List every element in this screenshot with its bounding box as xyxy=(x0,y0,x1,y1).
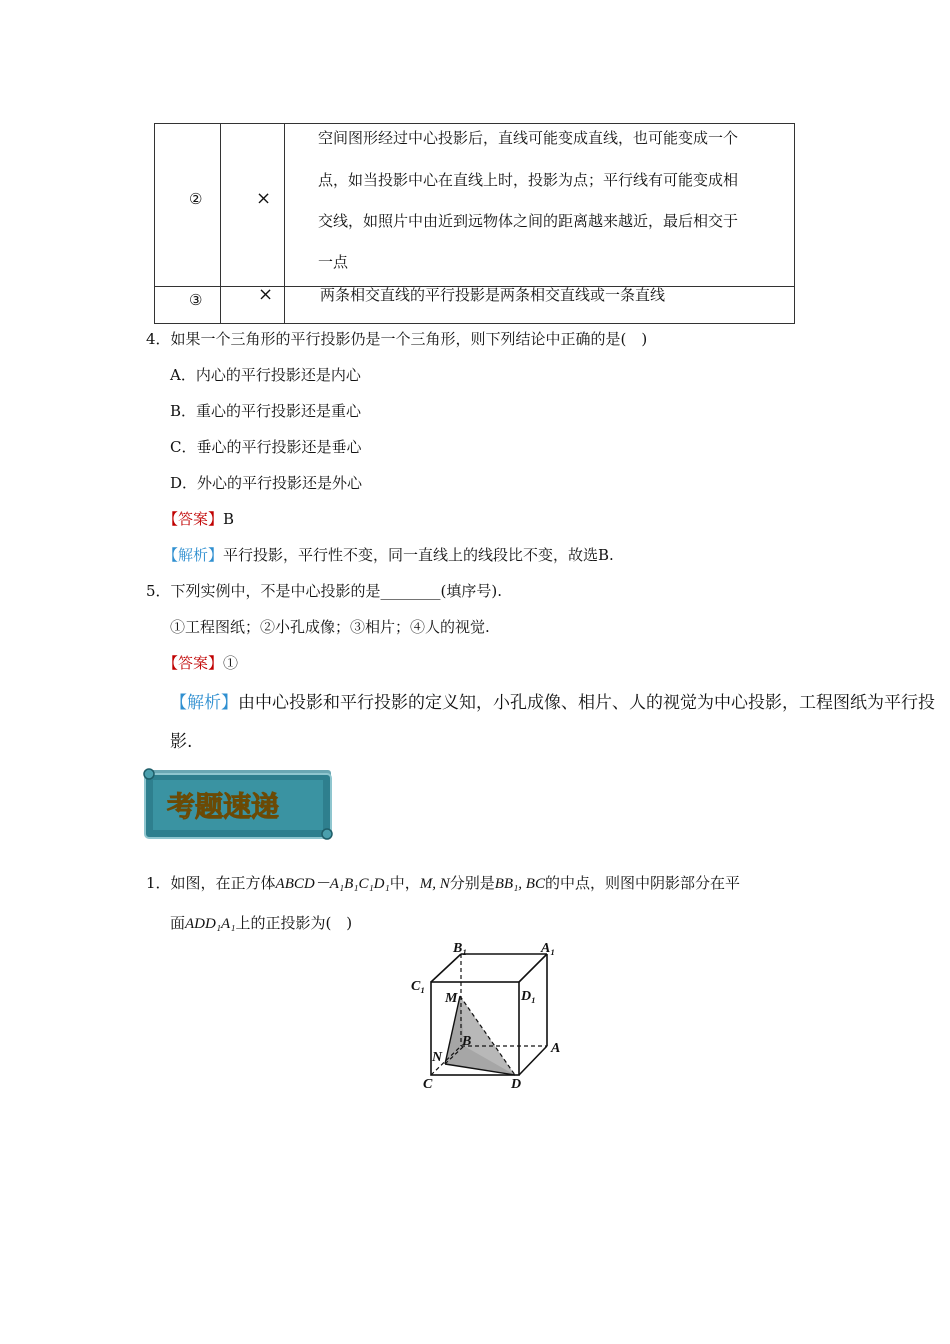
stem-math: ABCD－A₁B₁C₁D₁ xyxy=(275,876,390,892)
q5-stem: 5．下列实例中，不是中心投影的是________(填序号). xyxy=(146,582,503,600)
q5-items: ①工程图纸；②小孔成像；③相片；④人的视觉. xyxy=(170,618,490,636)
answer-tag: 【答案】 xyxy=(163,654,224,672)
answer-value: ① xyxy=(223,654,239,672)
label-d: D xyxy=(511,1077,522,1092)
stem-math: M, N xyxy=(419,876,450,892)
q4-option-a: A．内心的平行投影还是内心 xyxy=(170,366,361,384)
table-col-divider xyxy=(284,124,285,323)
stem-text: 1．如图，在正方体 xyxy=(146,874,276,892)
q4-option-d: D．外心的平行投影还是外心 xyxy=(170,474,363,492)
label-n: N xyxy=(432,1050,443,1065)
label-b1: B₁ xyxy=(453,941,468,956)
label-a: A xyxy=(551,1041,561,1056)
label-b: B xyxy=(462,1034,472,1049)
row3-text: 两条相交直线的平行投影是两条相交直线或一条直线 xyxy=(320,286,666,304)
row2-text-line3: 交线，如照片中由近到远物体之间的距离越来越近，最后相交于 xyxy=(318,212,739,230)
answer-table xyxy=(154,123,795,324)
p1-stem-line1 xyxy=(146,872,740,893)
banner-scroll-icon xyxy=(141,766,337,842)
answer-tag: 【答案】 xyxy=(163,510,224,528)
label-c: C xyxy=(423,1077,433,1092)
q4-option-b: B．重心的平行投影还是重心 xyxy=(170,402,362,420)
q5-answer xyxy=(163,652,238,673)
stem-text: 的中点，则图中阴影部分在平 xyxy=(544,874,740,892)
row2-text-line1: 空间图形经过中心投影后，直线可能变成直线，也可能变成一个 xyxy=(318,129,739,147)
q4-answer xyxy=(163,508,234,529)
cube-figure xyxy=(405,938,565,1093)
q4-stem: 4．如果一个三角形的平行投影仍是一个三角形，则下列结论中正确的是( ) xyxy=(146,330,648,348)
row3-number: ③ xyxy=(189,291,203,309)
label-m: M xyxy=(445,991,458,1006)
label-c1: C₁ xyxy=(411,979,426,994)
row2-mark: × xyxy=(256,188,272,209)
stem-math: ADD₁A₁ xyxy=(185,916,236,932)
row2-text-line4: 一点 xyxy=(318,253,349,271)
banner-title: 考题速递 xyxy=(167,790,280,823)
analysis-tag: 【解析】 xyxy=(163,546,224,564)
label-d1: D₁ xyxy=(521,989,536,1004)
row2-text-line2: 点，如当投影中心在直线上时，投影为点；平行线有可能变成相 xyxy=(318,171,739,189)
q4-analysis xyxy=(163,544,614,565)
row2-number: ② xyxy=(189,190,203,208)
analysis-text: 由中心投影和平行投影的定义知，小孔成像、相片、人的视觉为中心投影，工程图纸为平行投 xyxy=(238,693,935,713)
stem-text: 上的正投影为( ) xyxy=(235,914,353,932)
q4-option-c: C．垂心的平行投影还是垂心 xyxy=(170,438,362,456)
p1-stem-line2 xyxy=(170,912,352,933)
row3-mark: × xyxy=(258,284,274,305)
section-banner xyxy=(141,766,337,842)
q5-analysis-line2: 影. xyxy=(170,732,193,752)
table-col-divider xyxy=(220,124,221,323)
q5-analysis-line1 xyxy=(170,688,935,713)
label-a1: A₁ xyxy=(541,941,556,956)
stem-text: 中， xyxy=(389,874,420,892)
answer-value: B xyxy=(223,510,235,528)
analysis-tag: 【解析】 xyxy=(170,693,238,713)
stem-text: 分别是 xyxy=(449,874,495,892)
stem-math: BB₁, BC xyxy=(494,876,545,892)
stem-text: 面 xyxy=(170,914,186,932)
analysis-text: 平行投影，平行性不变，同一直线上的线段比不变，故选B. xyxy=(223,546,614,564)
